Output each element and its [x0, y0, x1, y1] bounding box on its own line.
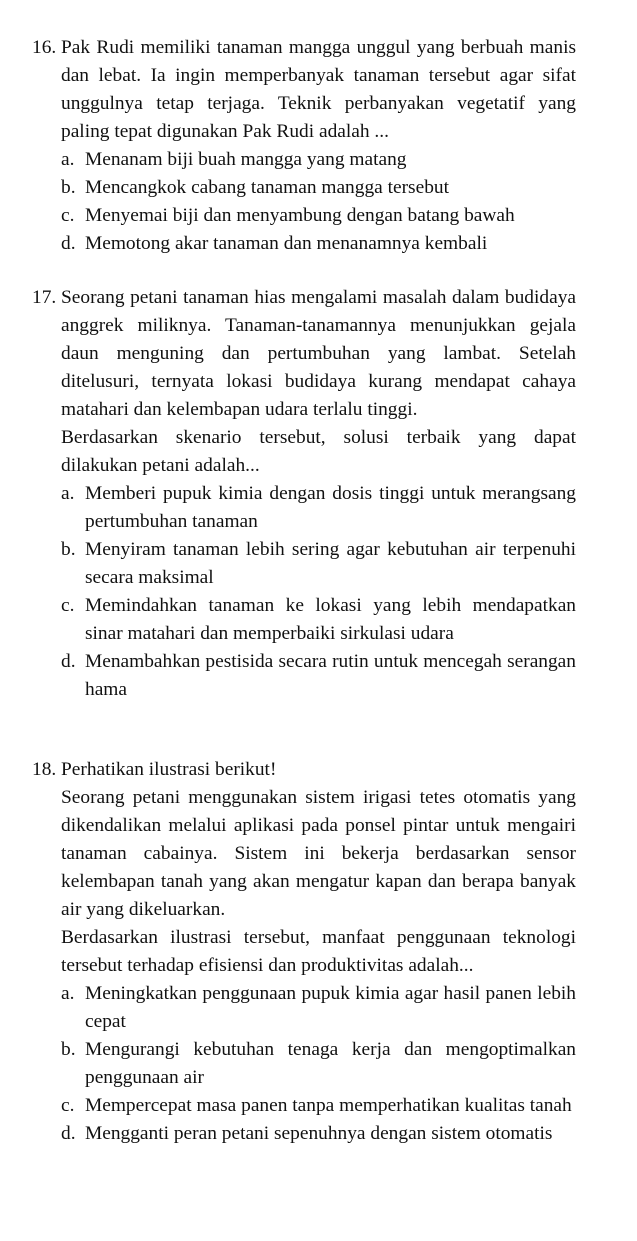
- question-number: 18.: [32, 759, 57, 780]
- option-text: Menyiram tanaman lebih sering agar kebutuhan air terpenuhi secara maksimal: [85, 539, 576, 588]
- option-a: [32, 980, 576, 1036]
- question-18: [32, 756, 576, 1148]
- question-text: Perhatikan ilustrasi berikut!: [61, 759, 277, 780]
- option-letter: c.: [61, 1095, 75, 1116]
- question-number: 16.: [32, 37, 57, 58]
- option-text: Mengurangi kebutuhan tenaga kerja dan mengoptimalkan penggunaan air: [85, 1039, 576, 1088]
- question-17: [32, 284, 576, 704]
- option-text: Meningkatkan penggunaan pupuk kimia agar hasil panen lebih cepat: [85, 983, 576, 1032]
- option-text: Mempercepat masa panen tanpa memperhatikan kualitas tanah: [85, 1095, 572, 1116]
- option-c: [32, 1092, 576, 1120]
- question-text: Pak Rudi memiliki tanaman mangga unggul yang berbuah manis dan lebat. Ia ingin memperbanyak tanaman tersebut agar sifat unggulnya tetap terjaga. Teknik perbanyakan vegetatif yang paling tepat digunakan Pak Rudi adalah ...: [61, 37, 576, 142]
- option-letter: b.: [61, 177, 76, 198]
- illustration-text: Seorang petani menggunakan sistem irigasi tetes otomatis yang dikendalikan melalui aplikasi pada ponsel pintar untuk mengairi tanaman cabainya. Sistem ini bekerja berdasarkan sensor kelembapan tanah yang akan mengatur kapan dan berapa banyak air yang dikeluarkan.: [61, 787, 576, 920]
- question-number: 17.: [32, 287, 57, 308]
- option-letter: d.: [61, 651, 76, 672]
- option-c: [32, 202, 576, 230]
- option-b: [32, 174, 576, 202]
- option-letter: c.: [61, 205, 75, 226]
- option-text: Menyemai biji dan menyambung dengan batang bawah: [85, 205, 515, 226]
- question-text: Seorang petani tanaman hias mengalami masalah dalam budidaya anggrek miliknya. Tanaman-tanamannya menunjukkan gejala daun menguning dan pertumbuhan yang lambat. Setelah ditelusuri, ternyata lokasi budidaya kurang mendapat cahaya matahari dan kelembapan udara terlalu tinggi.: [61, 287, 576, 420]
- question-stem: [32, 34, 576, 146]
- option-c: [32, 592, 576, 648]
- option-text: Memindahkan tanaman ke lokasi yang lebih mendapatkan sinar matahari dan memperbaiki sirkulasi udara: [85, 595, 576, 644]
- option-a: [32, 146, 576, 174]
- option-letter: c.: [61, 595, 75, 616]
- option-b: [32, 536, 576, 592]
- option-text: Menanam biji buah mangga yang matang: [85, 149, 407, 170]
- option-text: Mencangkok cabang tanaman mangga tersebut: [85, 177, 449, 198]
- option-letter: a.: [61, 483, 75, 504]
- option-d: [32, 230, 576, 258]
- option-a: [32, 480, 576, 536]
- option-letter: d.: [61, 1123, 76, 1144]
- option-d: [32, 648, 576, 704]
- option-text: Memotong akar tanaman dan menanamnya kembali: [85, 233, 488, 254]
- option-text: Memberi pupuk kimia dengan dosis tinggi untuk merangsang pertumbuhan tanaman: [85, 483, 576, 532]
- option-letter: a.: [61, 983, 75, 1004]
- question-16: [32, 34, 576, 258]
- question-prompt: Berdasarkan ilustrasi tersebut, manfaat penggunaan teknologi tersebut terhadap efisiensi dan produktivitas adalah...: [61, 927, 576, 976]
- question-stem: [32, 284, 576, 424]
- option-letter: b.: [61, 539, 76, 560]
- option-letter: a.: [61, 149, 75, 170]
- question-prompt: Berdasarkan skenario tersebut, solusi terbaik yang dapat dilakukan petani adalah...: [61, 427, 576, 476]
- option-d: [32, 1120, 576, 1148]
- question-stem: [32, 756, 576, 784]
- option-letter: b.: [61, 1039, 76, 1060]
- option-text: Menambahkan pestisida secara rutin untuk mencegah serangan hama: [85, 651, 576, 700]
- option-text: Mengganti peran petani sepenuhnya dengan sistem otomatis: [85, 1123, 553, 1144]
- option-b: [32, 1036, 576, 1092]
- option-letter: d.: [61, 233, 76, 254]
